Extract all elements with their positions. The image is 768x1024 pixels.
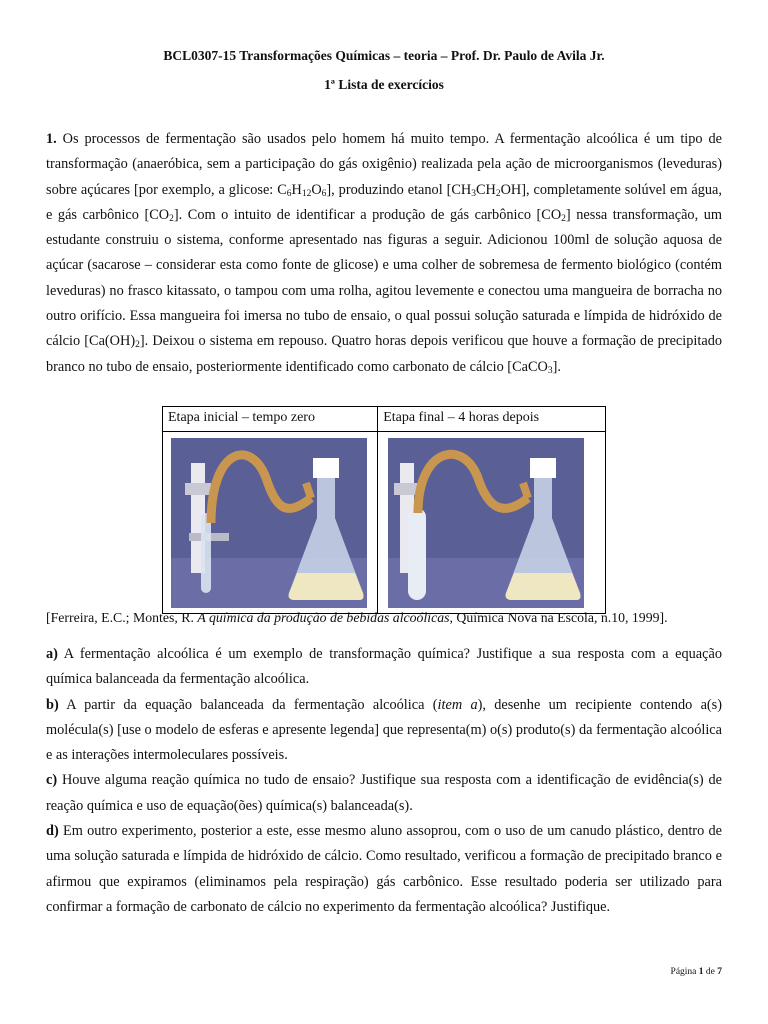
question-d: d) Em outro experimento, posterior a este, esse mesmo aluno assoprou, com o uso de um canudo plástico, dentro de uma solução saturada e límpida de hidróxido de cálcio. Como resultado, verificou a formação de precipitado branco e afirmou que expiramos (eliminamos pela respiração) gás carbônico. Esse resultado poderia ser utilizado para confirmar a formação de carbonato de cálcio no experimento da fermentação alcoólica? Justifique.: [46, 823, 722, 915]
question-number: 1.: [46, 131, 57, 147]
figure-reference: [Ferreira, E.C.; Montes, R. A química da produção de bebidas alcoólicas, Química Nova na Escola, n.10, 1999].: [46, 610, 668, 625]
experiment-figure-table: [162, 406, 606, 614]
question-1-text: 1. Os processos de fermentação são usados pelo homem há muito tempo. A fermentação alcoólica é um tipo de transformação (anaeróbica, sem a participação do gás oxigênio) realizada pela ação de microorganismos (leveduras) sobre açúcares [por exemplo, a glicose: $C_6H_{12}O_6$], produzindo etanol $[CH_3CH_2OH]$, completamente solúvel em água, e gás carbônico $[CO_2]$. Com o intuito de identificar a produção de gás carbônico $[CO_2]$ nessa transformação, um estudante construiu o sistema, conforme apresentado nas figuras a seguir. Adicionou 100ml de solução aquosa de açúcar (sacarose – considerar esta como fonte de glicose) e uma colher de sobremesa de fermento biológico (contém leveduras) no frasco kitassato, o tampou com uma rolha, agitou levemente e conectou uma mangueira de borracha no outro orifício. Essa mangueira foi imersa no tubo de ensaio, o qual possui solução saturada e límpida de hidróxido de cálcio $[Ca(OH)_2]$. Deixou o sistema em repouso. Quatro horas depois verificou que houve a formação de precipitado branco no tubo de ensaio, posteriormente identificado como carbonato de cálcio [CaCO$_3$].: [46, 131, 722, 376]
caption-final-stage: Etapa final – 4 horas depois: [378, 407, 606, 432]
sub-questions: [46, 642, 722, 920]
caption-initial-stage: Etapa inicial – tempo zero: [163, 407, 378, 432]
page-number: Página 1 de 7: [670, 967, 722, 977]
final-stage-photo: [388, 438, 584, 608]
exercise-list-title: 1ª Lista de exercícios: [324, 77, 444, 92]
initial-stage-cell: [163, 432, 378, 614]
question-a: a) A fermentação alcoólica é um exemplo de transformação química? Justifique a sua resposta com a equação química balanceada da fermentação alcoólica.: [46, 646, 722, 688]
initial-stage-photo: [171, 438, 367, 608]
fermentation-apparatus-initial-image: [171, 438, 367, 608]
course-title: BCL0307-15 Transformações Químicas – teoria – Prof. Dr. Paulo de Avila Jr.: [163, 48, 605, 63]
question-c: c) Houve alguma reação química no tudo de ensaio? Justifique sua resposta com a identificação de evidência(s) de reação química e uso de equação(ões) química(s) balanceada(s).: [46, 772, 722, 814]
final-stage-cell: [378, 432, 606, 614]
fermentation-apparatus-final-image: [388, 438, 584, 608]
question-b: b) A partir da equação balanceada da fermentação alcoólica (item a), desenhe um recipiente contendo a(s) molécula(s) [use o modelo de esferas e apresente legenda] que representa(m) o(s) produto(s) da fermentação alcoólica e as interações intermoleculares possíveis.: [46, 696, 723, 764]
